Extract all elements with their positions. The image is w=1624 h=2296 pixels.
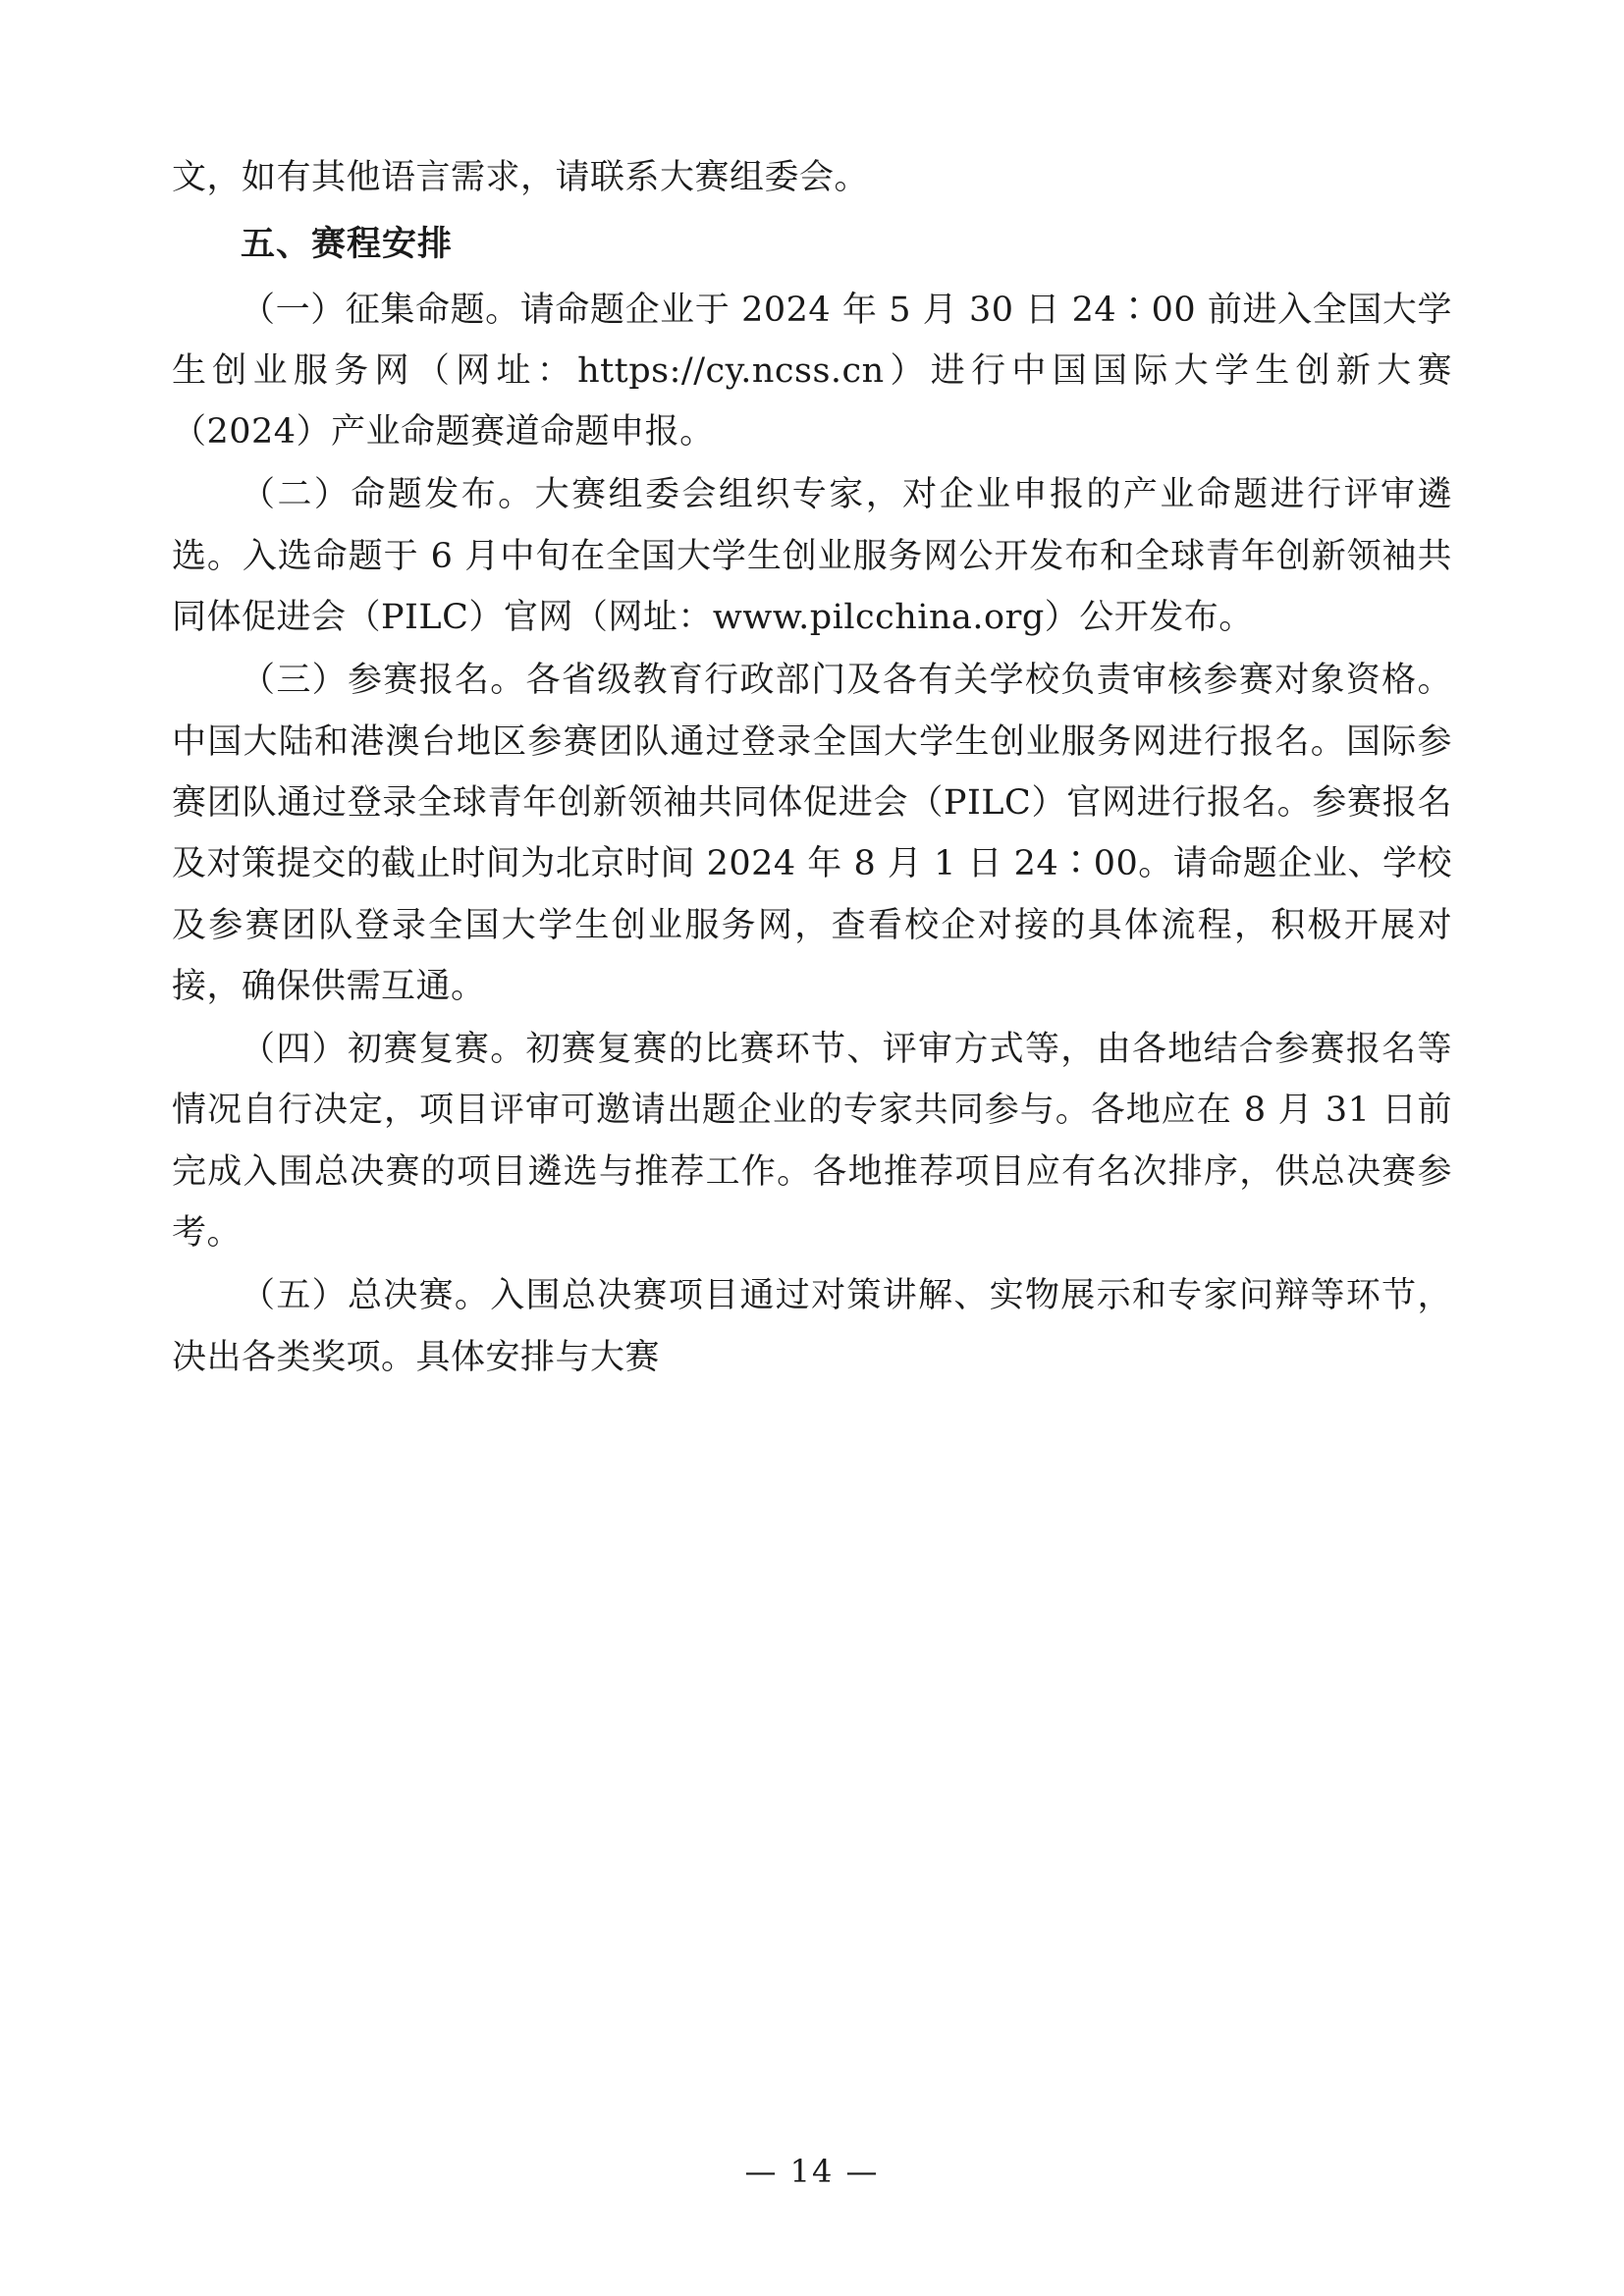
page-number: — 14 — [744,2153,880,2190]
paragraph-item-four: （四）初赛复赛。初赛复赛的比赛环节、评审方式等，由各地结合参赛报名等情况自行决定，项目评审可邀请出题企业的专家共同参与。各地应在 8 月 31 日前完成入围总决赛的项目遴选与推荐工作。各地推荐项目应有名次排序，供总决赛参考。 [172,1030,1452,1254]
paragraph-continued: 文，如有其他语言需求，请联系大赛组委会。 [172,158,870,197]
paragraph-item-five: （五）总决赛。入围总决赛项目通过对策讲解、实物展示和专家问辩等环节，决出各类奖项。具体安排与大赛 [172,1276,1452,1377]
document-body [172,147,1452,1388]
section-heading-five: 五、赛程安排 [241,224,454,265]
paragraph-item-one: （一）征集命题。请命题企业于 2024 年 5 月 30 日 24∶00 前进入全国大学生创业服务网（网址：https://cy.ncss.cn）进行中国国际大学生创新大赛（2024）产业命题赛道命题申报。 [172,290,1452,453]
paragraph-item-three: （三）参赛报名。各省级教育行政部门及各有关学校负责审核参赛对象资格。中国大陆和港澳台地区参赛团队通过登录全国大学生创业服务网进行报名。国际参赛团队通过登录全球青年创新领袖共同体促进会（PILC）官网进行报名。参赛报名及对策提交的截止时间为北京时间 2024 年 8 月 1 日 24∶00。请命题企业、学校及参赛团队登录全国大学生创业服务网，查看校企对接的具体流程，积极开展对接，确保供需互通。 [172,661,1452,1006]
paragraph-item-two: （二）命题发布。大赛组委会组织专家，对企业申报的产业命题进行评审遴选。入选命题于 6 月中旬在全国大学生创业服务网公开发布和全球青年创新领袖共同体促进会（PILC）官网（网址：www.pilcchina.org）公开发布。 [172,475,1452,638]
